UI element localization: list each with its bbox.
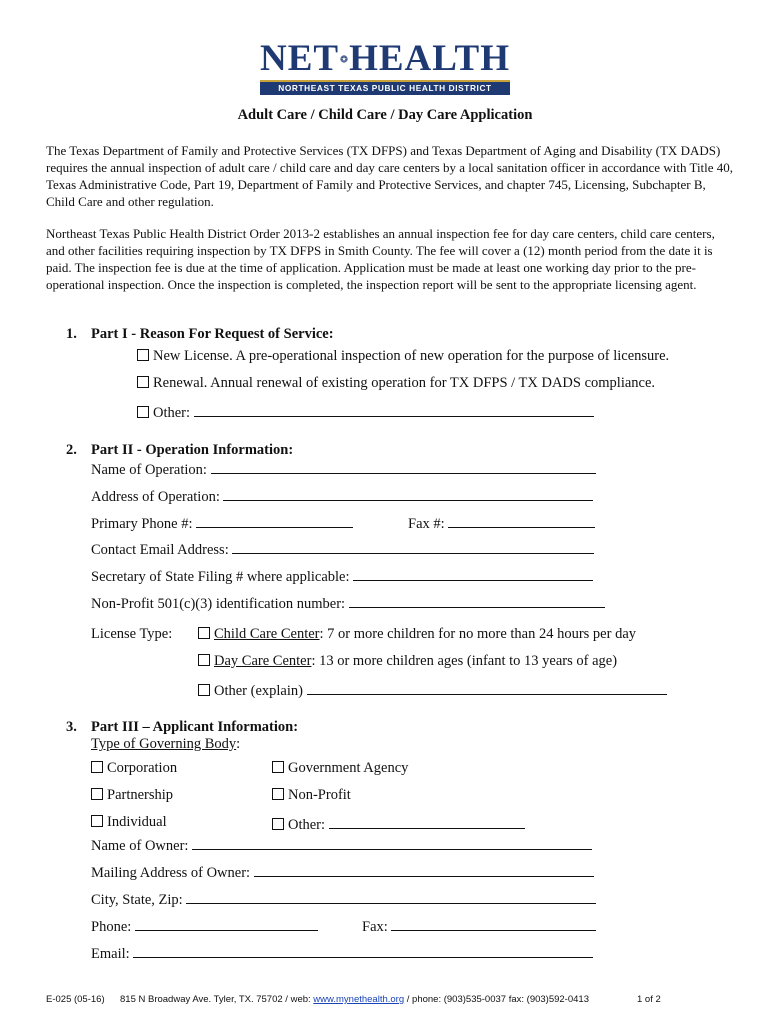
logo-text-health: HEALTH xyxy=(349,38,510,79)
gov-individual[interactable]: Individual xyxy=(91,814,167,831)
sos-filing-field[interactable] xyxy=(353,566,593,581)
owner-name-field[interactable] xyxy=(192,835,592,850)
checkbox-government-agency[interactable] xyxy=(272,761,284,773)
checkbox-child-care[interactable] xyxy=(198,627,210,639)
gov-non-profit[interactable]: Non-Profit xyxy=(272,787,351,804)
option-other-reason[interactable]: Other: xyxy=(137,402,594,422)
owner-mailing-row: Mailing Address of Owner: xyxy=(91,862,594,882)
city-state-zip-field[interactable] xyxy=(186,889,596,904)
license-day-care[interactable]: Day Care Center: 13 or more children ages (infant to 13 years of age) xyxy=(198,653,617,670)
checkbox-license-other[interactable] xyxy=(198,684,210,696)
operation-fax-field[interactable] xyxy=(448,513,595,528)
part1-number: 1. xyxy=(66,326,77,342)
checkbox-other-reason[interactable] xyxy=(137,406,149,418)
gov-government-agency[interactable]: Government Agency xyxy=(272,760,408,777)
owner-phone-field[interactable] xyxy=(135,916,318,931)
primary-phone-field[interactable] xyxy=(196,513,353,528)
checkbox-new-license[interactable] xyxy=(137,349,149,361)
checkbox-partnership[interactable] xyxy=(91,788,103,800)
option-new-license[interactable]: New License. A pre-operational inspection of new operation for the purpose of licensure. xyxy=(137,348,669,365)
license-other-field[interactable] xyxy=(307,680,667,695)
owner-fax-row: Fax: xyxy=(362,916,596,936)
owner-fax-field[interactable] xyxy=(391,916,596,931)
checkbox-day-care[interactable] xyxy=(198,654,210,666)
operation-name-field[interactable] xyxy=(211,459,596,474)
logo-subtitle: NORTHEAST TEXAS PUBLIC HEALTH DISTRICT xyxy=(260,80,510,95)
operation-address-field[interactable] xyxy=(223,486,593,501)
sos-filing-row: Secretary of State Filing # where applicable: xyxy=(91,566,593,586)
form-title: Adult Care / Child Care / Day Care Application xyxy=(237,107,533,123)
gov-other-field[interactable] xyxy=(329,814,525,829)
part3-number: 3. xyxy=(66,719,77,735)
operation-fax-row: Fax #: xyxy=(408,513,595,533)
logo-text-net: NET xyxy=(260,38,340,79)
form-code: E-025 (05-16) xyxy=(46,994,105,1005)
part2-heading: Part II - Operation Information: xyxy=(91,442,294,458)
checkbox-gov-other[interactable] xyxy=(272,818,284,830)
license-type-label: License Type: xyxy=(91,626,173,642)
contact-email-row: Contact Email Address: xyxy=(91,539,594,559)
contact-email-field[interactable] xyxy=(232,539,594,554)
page-number: 1 of 2 xyxy=(637,994,661,1005)
checkbox-non-profit[interactable] xyxy=(272,788,284,800)
license-child-care[interactable]: Child Care Center: 7 or more children for no more than 24 hours per day xyxy=(198,626,636,643)
checkbox-corporation[interactable] xyxy=(91,761,103,773)
nethealth-logo xyxy=(260,40,510,95)
gov-other[interactable]: Other: xyxy=(272,814,525,834)
owner-email-row: Email: xyxy=(91,943,593,963)
owner-name-row: Name of Owner: xyxy=(91,835,592,855)
operation-name-row: Name of Operation: xyxy=(91,459,596,479)
website-link[interactable]: www.mynethealth.org xyxy=(313,994,405,1005)
gov-corporation[interactable]: Corporation xyxy=(91,760,177,777)
nonprofit-id-row: Non-Profit 501(c)(3) identification number: xyxy=(91,593,605,613)
other-reason-field[interactable] xyxy=(194,402,594,417)
footer-contact: 815 N Broadway Ave. Tyler, TX. 75702 / web: www.mynethealth.org / phone: (903)535-0037 fax: (903)592-0413 xyxy=(120,994,589,1005)
gov-partnership[interactable]: Partnership xyxy=(91,787,173,804)
option-renewal[interactable]: Renewal. Annual renewal of existing operation for TX DFPS / TX DADS compliance. xyxy=(137,375,655,392)
nonprofit-id-field[interactable] xyxy=(349,593,605,608)
owner-mailing-field[interactable] xyxy=(254,862,594,877)
primary-phone-row: Primary Phone #: xyxy=(91,513,353,533)
license-other[interactable]: Other (explain) xyxy=(198,680,667,700)
texas-seal-icon xyxy=(340,44,348,74)
operation-address-row: Address of Operation: xyxy=(91,486,593,506)
intro-paragraph-2: Northeast Texas Public Health District Order 2013-2 establishes an annual inspection fee for day care centers, child care centers, and other facilities requiring inspection by TX DFPS in Smith County. The fee will cover a (12) month period from the date it is paid. The inspection fee is due at the time of application. Application must be made at least one working day prior to the pre-operational inspection. Once the inspection is completed, the inspection report will be sent to the appropriate licensing agent. xyxy=(46,226,715,292)
part1-heading: Part I - Reason For Request of Service: xyxy=(91,326,334,342)
owner-email-field[interactable] xyxy=(133,943,593,958)
owner-phone-row: Phone: xyxy=(91,916,318,936)
governing-body-label: Type of Governing Body: xyxy=(91,736,241,752)
intro-paragraph-1: The Texas Department of Family and Protective Services (TX DFPS) and Texas Department of Aging and Disability (TX DADS) requires the annual inspection of adult care / child care and day care centers by a local sanitation officer in accordance with Title 40, Texas Administrative Code, Part 19, Department of Family and Protective Services, and chapter 745, Licensing, Subchapter B, Child Care and other regulation. xyxy=(46,143,734,209)
checkbox-renewal[interactable] xyxy=(137,376,149,388)
part2-number: 2. xyxy=(66,442,77,458)
part3-heading: Part III – Applicant Information: xyxy=(91,719,299,735)
checkbox-individual[interactable] xyxy=(91,815,103,827)
city-state-zip-row: City, State, Zip: xyxy=(91,889,596,909)
